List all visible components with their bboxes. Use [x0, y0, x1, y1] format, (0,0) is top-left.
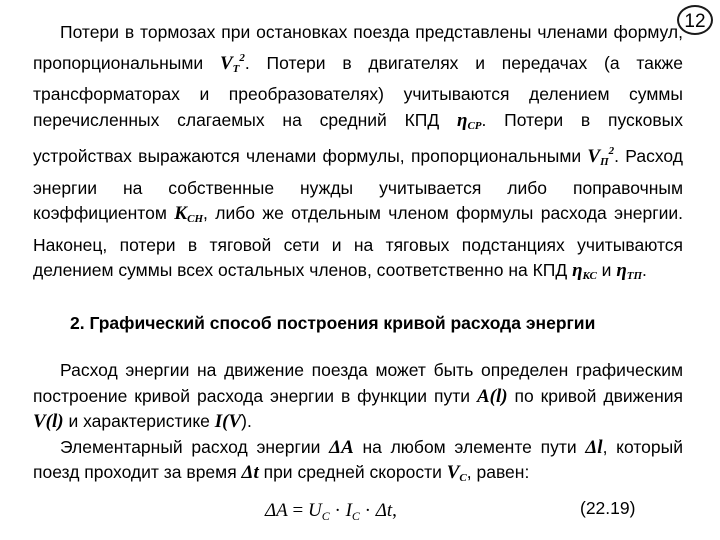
- paragraph-graphical-method: [33, 358, 683, 492]
- text: Элементарный расход энергии: [60, 436, 330, 457]
- paragraph-losses: [33, 20, 683, 290]
- text: Расход энергии на движение поезда может быть определен графическим построение кривой расхода энергии в функции пути: [33, 360, 683, 406]
- page-number-badge: 12: [677, 5, 713, 35]
- text: . Потери в двигателях и передачах (а также трансформаторах и преобразователях) учитываются делением суммы перечисленных слагаемых на средний КПД: [33, 52, 683, 130]
- text: на любом элементе пути: [353, 436, 586, 457]
- symbol-a-l: A(l): [476, 385, 508, 407]
- energy-formula: $\Delta A = U_C \cdot I_C \cdot \Delta t$,: [265, 500, 397, 523]
- symbol-delta-l: Δl: [585, 436, 603, 458]
- symbol-eta-cp: $\eta_{CP}$: [457, 109, 482, 132]
- text: Потери в тормозах при остановках поезда представлены членами формул, пропорциональными: [33, 22, 683, 73]
- symbol-v-l: V(l): [33, 411, 64, 432]
- text: при средней скорости: [258, 462, 447, 482]
- symbol-eta-ks: $\eta_{КС}$: [572, 260, 597, 282]
- text: .: [642, 260, 647, 280]
- text: и: [596, 260, 617, 280]
- text: и характеристике: [63, 411, 215, 431]
- text: . Потери в пусковых устройствах выражаются членами формулы, пропорциональными: [33, 109, 683, 166]
- section-heading: 2. Графический способ построения кривой расхода энергии: [70, 313, 596, 333]
- symbol-v-t: $V_T^2$: [219, 51, 245, 75]
- symbol-v-p: $V_П^2$: [587, 145, 615, 168]
- text: , либо же отдельным членом формулы расхода энергии. Наконец, потери в тяговой сети и на тяговых подстанциях учитываются делением суммы всех остальных членов, соответственно на КПД: [33, 203, 683, 280]
- symbol-delta-t: Δt: [241, 462, 259, 483]
- symbol-v-c: $V_C$: [446, 462, 467, 484]
- text: , равен:: [466, 462, 530, 482]
- text: . Расход энергии на собственные нужды учитывается либо поправочным коэффициентом: [33, 146, 683, 223]
- text: по кривой движения: [507, 385, 683, 406]
- equation-number: (22.19): [580, 498, 636, 518]
- symbol-eta-tp: $\eta_{ТП}$: [616, 260, 643, 282]
- text: , который поезд проходит за время: [33, 436, 683, 482]
- symbol-k-sn: $К_{СН}$: [174, 203, 204, 225]
- symbol-delta-a: ΔA: [329, 436, 354, 458]
- symbol-i-v: I(V: [214, 411, 242, 432]
- text: ).: [241, 411, 252, 431]
